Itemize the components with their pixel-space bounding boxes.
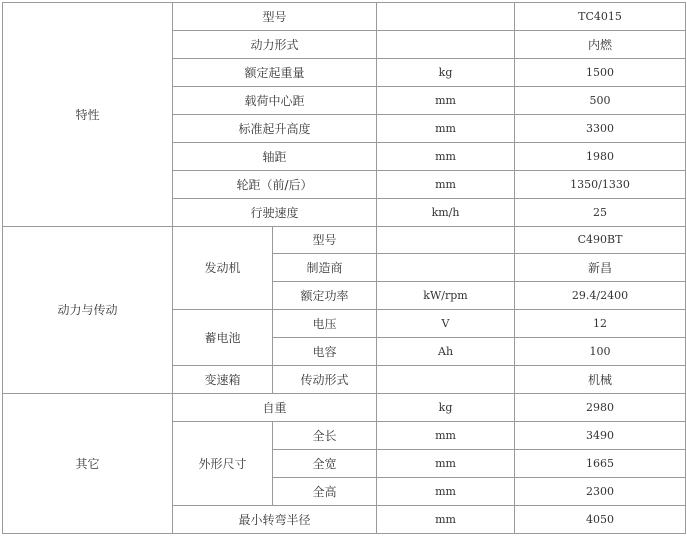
spec-value: 500 <box>515 86 686 114</box>
spec-name: 电容 <box>273 338 377 366</box>
spec-value: 3490 <box>515 422 686 450</box>
spec-name: 轴距 <box>173 142 377 170</box>
spec-unit: kW/rpm <box>377 282 515 310</box>
spec-value: TC4015 <box>515 3 686 31</box>
spec-name: 动力形式 <box>173 30 377 58</box>
spec-unit <box>377 30 515 58</box>
spec-unit <box>377 366 515 394</box>
spec-value: 1980 <box>515 142 686 170</box>
spec-value: 新昌 <box>515 254 686 282</box>
table-row <box>3 394 686 422</box>
spec-unit: kg <box>377 394 515 422</box>
spec-unit: Ah <box>377 338 515 366</box>
spec-name: 型号 <box>173 3 377 31</box>
table-row <box>3 3 686 31</box>
spec-value: 内燃 <box>515 30 686 58</box>
section-label-other: 其它 <box>3 394 173 534</box>
spec-value: 1665 <box>515 450 686 478</box>
spec-unit: mm <box>377 422 515 450</box>
spec-value: 100 <box>515 338 686 366</box>
spec-value: 12 <box>515 310 686 338</box>
spec-name: 额定功率 <box>273 282 377 310</box>
group-label-dimensions: 外形尺寸 <box>173 422 273 506</box>
spec-value: 25 <box>515 198 686 226</box>
spec-unit: mm <box>377 86 515 114</box>
group-label-gearbox: 变速箱 <box>173 366 273 394</box>
spec-unit: mm <box>377 505 515 533</box>
section-label-powertrain: 动力与传动 <box>3 226 173 394</box>
spec-name: 传动形式 <box>273 366 377 394</box>
spec-value: 2980 <box>515 394 686 422</box>
spec-value: 3300 <box>515 114 686 142</box>
spec-unit <box>377 226 515 254</box>
spec-name: 最小转弯半径 <box>173 505 377 533</box>
table-row <box>3 226 686 254</box>
spec-unit: kg <box>377 58 515 86</box>
spec-name: 制造商 <box>273 254 377 282</box>
spec-unit: mm <box>377 114 515 142</box>
spec-unit: mm <box>377 450 515 478</box>
spec-unit: V <box>377 310 515 338</box>
spec-value: 4050 <box>515 505 686 533</box>
spec-value: 机械 <box>515 366 686 394</box>
spec-name: 全宽 <box>273 450 377 478</box>
spec-table <box>2 2 686 534</box>
spec-name: 电压 <box>273 310 377 338</box>
spec-name: 载荷中心距 <box>173 86 377 114</box>
spec-value: 29.4/2400 <box>515 282 686 310</box>
spec-name: 自重 <box>173 394 377 422</box>
spec-name: 型号 <box>273 226 377 254</box>
group-label-battery: 蓄电池 <box>173 310 273 366</box>
spec-unit <box>377 3 515 31</box>
spec-unit: mm <box>377 170 515 198</box>
spec-name: 全高 <box>273 477 377 505</box>
spec-unit: km/h <box>377 198 515 226</box>
section-label-characteristics: 特性 <box>3 3 173 227</box>
group-label-engine: 发动机 <box>173 226 273 310</box>
spec-value: 2300 <box>515 477 686 505</box>
spec-unit: mm <box>377 142 515 170</box>
spec-name: 标准起升高度 <box>173 114 377 142</box>
spec-value: C490BT <box>515 226 686 254</box>
spec-unit: mm <box>377 477 515 505</box>
spec-name: 轮距（前/后） <box>173 170 377 198</box>
spec-value: 1500 <box>515 58 686 86</box>
spec-value: 1350/1330 <box>515 170 686 198</box>
spec-name: 额定起重量 <box>173 58 377 86</box>
spec-name: 行驶速度 <box>173 198 377 226</box>
spec-unit <box>377 254 515 282</box>
spec-name: 全长 <box>273 422 377 450</box>
